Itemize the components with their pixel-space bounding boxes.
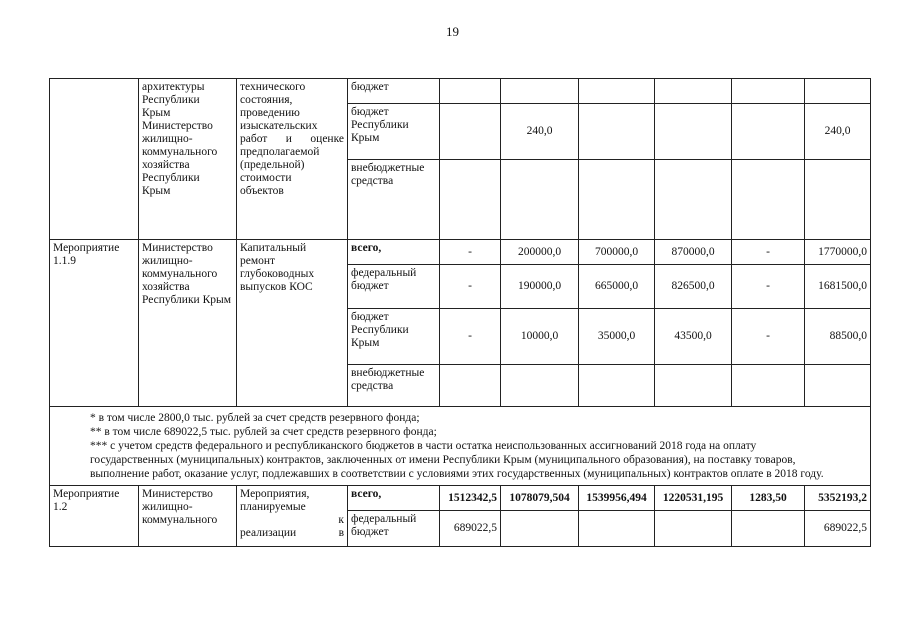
footnote: ** в том числе 689022,5 тыс. рублей за счет средств резервного фонда; xyxy=(90,426,437,438)
source-cell: бюджет xyxy=(348,79,440,104)
table-row: федеральный бюджет - 190000,0 665000,0 826500,0 - 1681500,0 xyxy=(50,265,871,309)
total-cell: 1770000,0 xyxy=(805,240,871,265)
footnotes xyxy=(50,407,871,486)
total-cell: 88500,0 xyxy=(805,309,871,365)
measure-name-cell: Мероприятие 1.2 xyxy=(50,486,139,547)
total-cell: 689022,5 xyxy=(805,511,871,547)
footnote: * в том числе 2800,0 тыс. рублей за счет средств резервного фонда; xyxy=(90,412,420,424)
source-cell: всего, xyxy=(348,486,440,511)
measure-cell: Капитальный ремонт глубоководных выпусков КОС xyxy=(237,240,348,407)
source-cell: федеральный бюджет xyxy=(348,265,440,309)
executor-cell: Министерство жилищно-коммунального хозяйства Республики Крым xyxy=(139,240,237,407)
measure-cell: технического состояния, проведению изыскательских работ и оценке предполагаемой (предельной) стоимости объектов xyxy=(237,79,348,240)
program-table xyxy=(49,78,871,547)
notes-row xyxy=(50,407,871,486)
total-cell: 5352193,2 xyxy=(805,486,871,511)
executor-cell: архитектуры Республики Крым Министерство жилищно- коммунального хозяйства Республики Крым xyxy=(139,79,237,240)
table-row: Мероприятие 1.2 Министерство жилищно-коммунального Мероприятия, планируемые к реализации в всего, 1512342,5 1078079,504 1539956,494 1220531,195 1283,50 5352193,2 xyxy=(50,486,871,511)
executor-cell: Министерство жилищно-коммунального xyxy=(139,486,237,547)
source-cell: всего, xyxy=(348,240,440,265)
source-cell: бюджет Республики Крым xyxy=(348,104,440,160)
source-cell: внебюджетные средства xyxy=(348,365,440,407)
measure-cell: Мероприятия, планируемые к реализации в xyxy=(237,486,348,547)
source-cell: бюджет Республики Крым xyxy=(348,309,440,365)
table-row: Мероприятие 1.1.9 Министерство жилищно-коммунального хозяйства Республики Крым Капитальный ремонт глубоководных выпусков КОС всего, - 200000,0 700000,0 870000,0 - 1770000,0 xyxy=(50,240,871,265)
source-cell: федеральный бюджет xyxy=(348,511,440,547)
measure-name-cell: Мероприятие 1.1.9 xyxy=(50,240,139,407)
value-cell: 240,0 xyxy=(501,104,579,160)
footnote: *** с учетом средств федерального и республиканского бюджетов в части остатка неиспользованных ассигнований 2018 года на оплату государственных (муниципальных) контрактов, заключенных от имени Республики Крым (муниципального образования), на поставку товаров, выполнение работ, оказание услуг, подлежавших в соответствии с условиями этих государственных (муниципальных) контрактов оплате в 2018 году. xyxy=(90,440,824,480)
total-cell: 240,0 xyxy=(805,104,871,160)
source-cell: внебюджетные средства xyxy=(348,160,440,240)
total-cell: 1681500,0 xyxy=(805,265,871,309)
table-row: бюджет Республики Крым - 10000,0 35000,0 43500,0 - 88500,0 xyxy=(50,309,871,365)
table-row: федеральный бюджет 689022,5 689022,5 xyxy=(50,511,871,547)
table-row xyxy=(50,79,871,104)
name-cell xyxy=(50,79,139,240)
page-number: 19 xyxy=(446,24,459,39)
